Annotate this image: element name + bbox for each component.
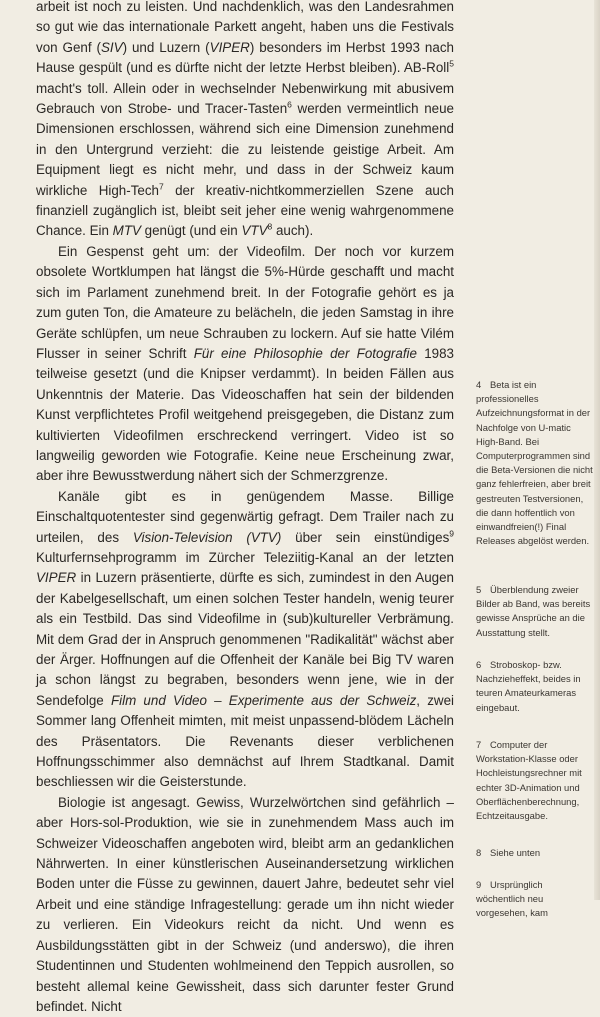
text-run: Ein Gespenst geht um: der Videofilm. Der noch vor kurzem obsolete Wortklumpen hat längst die 5%-Hürde geschafft und macht sich im Parlament zunehmend breit. In der Fotografie gehört es ja zum guten Ton, die Amateure zu belächeln, die jeden Samstag in ihre Geräte schlüpfen, um neue Schrauben zu lockern. Auf sie hatte Vilém Flusser in seiner Schrift [36,243,454,361]
text-run: auch). [272,223,314,239]
footnote-ref: 6 [287,99,292,110]
footnote-ref: 5 [449,58,454,69]
text-run: 1983 teilweise gesetzt (und die Knipser verdammt). In beiden Fällen aus Unkenntnis der Materie. Das Videoschaffen hat sein der bildenden Kunst verpflichtetes Profil weitgehend preisgegeben, die Distanz zum kultivierten Videofilmen erschreckend verringert. Video ist so langweilig geworden wie Fotografie. Keine neue Erscheinung zwar, aber ihre Bewusstwerdung nähert sich der Schmerzgrenze. [36,345,454,484]
body-paragraph [36,487,454,793]
text-run: arbeit ist noch zu leisten. Und nachdenklich, was den Landesrahmen so gut wie das internationale Parkett angeht, haben uns die Festivals von Genf ( [36,0,454,55]
body-paragraph [36,793,454,1017]
footnote-ref: 8 [267,222,273,232]
page-edge [594,0,600,900]
footnote [476,378,594,548]
text-run: über sein einstündiges [281,529,450,545]
footnote [476,878,594,921]
footnote-number: 5 [476,584,482,595]
text-run: in Luzern präsentierte, dürfte es sich, zumindest in den Augen der Kabelgesellschaft, um einen solchen Tester handeln, wenig teurer als ein Testbild. Das sind Videofilme in (sub)kultureller Verbrämung. Mit dem Grad der in Anspruch genommenen "Radikalität" wächst aber der Ärger. Hoffnungen auf die Offenheit der Kanäle bei Big TV waren ja schon längst zu begraben, besonders wenn jene, wie in der Sendefolge [36,570,454,708]
footnote-number: 6 [476,659,482,670]
footnote [476,846,594,860]
italic-term: Film und Video – Experimente aus der Schweiz [110,692,417,708]
footnote-number: 9 [476,879,482,890]
footnote-number: 8 [476,847,482,858]
footnote-text: Siehe unten [490,847,541,858]
text-run: genügt (und ein [140,223,242,239]
footnote [476,738,594,823]
italic-term: VIPER [36,570,77,586]
footnote-number: 7 [476,739,482,750]
text-run: Biologie ist angesagt. Gewiss, Wurzelwörtchen sind gefährlich – aber Hors-sol-Produktion, wie sie in zunehmendem Mass auch im Schweizer Videoschaffen angeboten wird, bleibt arm an gedanklichen Nährwerten. In einer künstlerischen Auseinandersetzung wirklichen Boden unter die Füsse zu gewinnen, dauert Jahre, bedeutet sehr viel Arbeit und eine ständige Infragestellung: gerade um ihn nicht wieder zu verlieren. Ein Videokurs reicht da nicht. Und wenn es Ausbildungsstätten gibt in der Schweiz (und anderswo), die ihren Studentinnen und Studenten wohlmeinend den Teppich ausrollen, so besteht allemal keine Gewissheit, dass sich darunter fester Grund befindet. Nicht [36,794,454,1014]
footnote-text: Computer der Workstation-Klasse oder Hochleistungsrechner mit echter 3D-Animation und Oberflächenberechnung, Echtzeitausgabe. [476,739,582,822]
text-run: Kanäle gibt es in genügendem Masse. Billige Einschaltquotentester sind gegenwärtig gefragt. Dem Trailer nach zu urteilen, des [36,488,454,545]
main-text-column [36,0,454,1017]
text-run: ) besonders im Herbst 1993 nach Hause gespült (und es dürfte nicht der letzte Herbst bleiben). AB-Roll [36,39,454,76]
footnote [476,658,594,715]
footnote-text: Ursprünglich wöchentlich neu vorgesehen, kam [476,879,548,919]
italic-term: SIV [100,39,123,55]
italic-term: VTV [241,223,268,239]
italic-term: MTV [112,223,141,239]
footnote-number: 4 [476,379,482,390]
italic-term: Für eine Philosophie der Fotografie [193,345,417,361]
footnote-ref: 9 [449,528,454,539]
footnote-text: Stroboskop- bzw. Nachzieheffekt, beides in teuren Amateurkameras eingebaut. [476,659,581,713]
text-run: werden vermeintlich neue Dimensionen erschlossen, während sich eine Dimension zunehmend in den Untergrund verzieht: die zu leistende geistige Arbeit. Am Equipment liegt es nicht mehr, und dass in der Schweiz kaum wirkliche High-Tech [36,101,454,198]
footnote-ref: 7 [158,181,164,192]
text-run: der kreativ-nichtkommerziellen Szene auch finanziell zugänglich ist, bleibt seit jeher eine wenig wahrgenommene Chance. Ein [36,182,455,239]
italic-term: VIPER [209,39,250,55]
footnote-text: Beta ist ein professionelles Aufzeichnungsformat in der Nachfolge von U-matic High-Band. Bei Computerprogrammen sind die Beta-Versionen die nicht ganz fehlerfreien, aber breit gestreuten Testversionen, die dann hoffentlich von einwandfreien(!) Final Releases abgelöst werden. [476,379,593,547]
text-run: ) und Luzern ( [122,39,210,55]
text-run: , zwei Sommer lang Offenheit mimten, mit meist unpassend-blödem Lächeln des Präsentators. Die Revenants dieser verblichenen Hoffnungsschimmer also demnächst auf Ihrem Stadtkanal. Damit beschliessen wir die Geisterstunde. [36,692,454,790]
body-paragraph [36,242,454,487]
text-run: Kulturfernsehprogramm im Zürcher Teleziitig-Kanal an der letzten [36,549,454,565]
footnote-text: Überblendung zweier Bilder ab Band, was bereits gewisse Ansprüche an die Ausstattung stellt. [476,584,591,638]
footnote [476,583,594,640]
text-run: macht's toll. Allein oder in wechselnder Nebenwirkung mit abusivem Gebrauch von Strobe- und Tracer-Tasten [36,80,454,117]
italic-term: Vision-Television (VTV) [132,529,282,545]
body-paragraph [36,0,454,242]
